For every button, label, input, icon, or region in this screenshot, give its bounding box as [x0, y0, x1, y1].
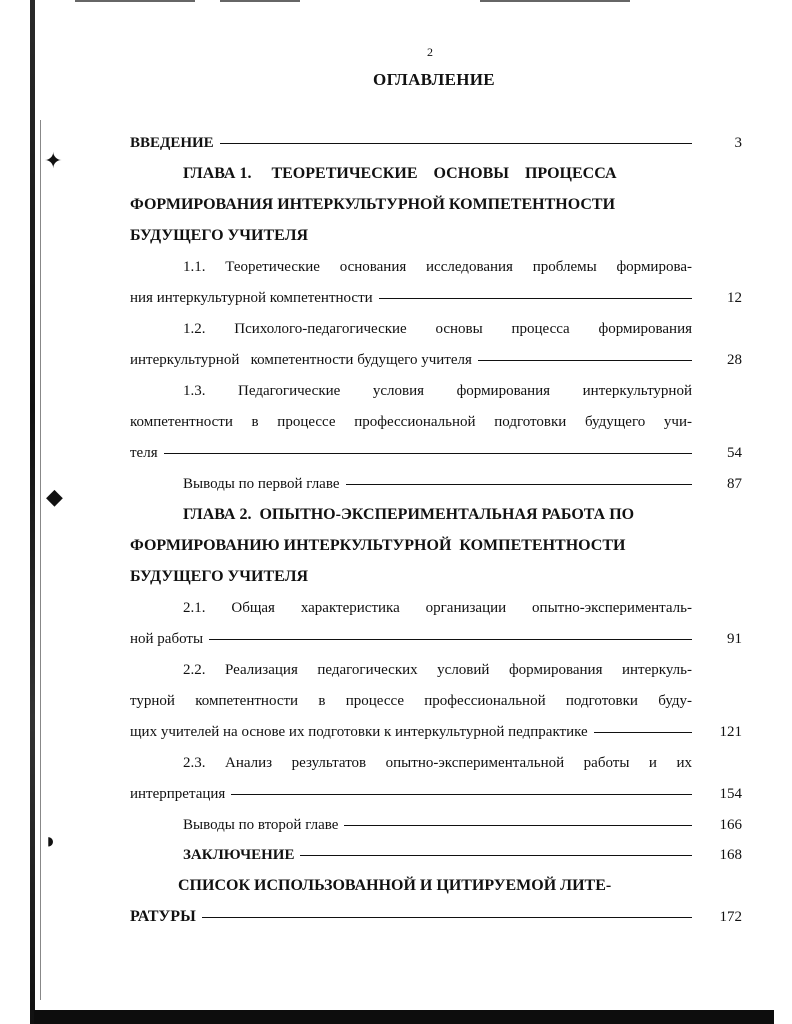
chapter-heading-text: БУДУЩЕГО УЧИТЕЛЯ: [130, 568, 309, 585]
toc-entry-text: 2.1. Общая характеристика организации опытно-эксперименталь-: [183, 600, 692, 616]
chapter-heading-text: БУДУЩЕГО УЧИТЕЛЯ: [130, 227, 309, 244]
toc-entry-1-2[interactable]: [183, 316, 692, 342]
toc-entry-1-3[interactable]: [183, 378, 692, 404]
toc-entry-introduction[interactable]: [130, 130, 692, 156]
toc-title: ОГЛАВЛЕНИЕ: [373, 70, 495, 89]
leader-line: [478, 360, 692, 361]
toc-entry-chapter1-conclusions[interactable]: [183, 471, 692, 497]
toc-entry-2-3: [130, 781, 692, 807]
toc-entry-2-2: [130, 688, 692, 714]
toc-entry-text: ЗАКЛЮЧЕНИЕ: [183, 847, 295, 863]
toc-page-number: 154: [719, 786, 742, 802]
toc-entry-text: щих учителей на основе их подготовки к интеркультурной педпрактике: [130, 724, 588, 740]
chapter-heading-1: [130, 223, 692, 249]
toc-entry-references[interactable]: [178, 873, 692, 899]
toc-entry-text: ной работы: [130, 631, 204, 647]
toc-page-number: 12: [727, 290, 742, 306]
toc-entry-1-1: [130, 285, 692, 311]
scan-edge-top: [220, 0, 300, 2]
toc-entry-conclusion[interactable]: [183, 842, 692, 868]
toc-entry-text: ния интеркультурной компетентности: [130, 290, 373, 306]
leader-line: [300, 855, 692, 856]
toc-entry-text: компетентности в процессе профессиональной подготовки будущего учи-: [130, 414, 692, 430]
toc-page-number: 121: [719, 724, 742, 740]
toc-page-number: 54: [727, 445, 742, 461]
toc-entry-references: [130, 904, 692, 930]
chapter-heading-text: ФОРМИРОВАНИЯ ИНТЕРКУЛЬТУРНОЙ КОМПЕТЕНТНОСТИ: [130, 196, 616, 213]
toc-entry-2-2: [130, 719, 692, 745]
leader-line: [344, 825, 692, 826]
leader-line: [379, 298, 692, 299]
toc-entry-1-3: [130, 440, 692, 466]
toc-entry-2-2[interactable]: [183, 657, 692, 683]
scan-edge-top: [75, 0, 195, 2]
toc-entry-1-3: [130, 409, 692, 435]
leader-line: [164, 453, 692, 454]
chapter-heading-2: [130, 533, 692, 559]
toc-page-number: 28: [727, 352, 742, 368]
scan-mark: ◆: [46, 484, 63, 509]
chapter-heading-2[interactable]: [183, 502, 692, 528]
toc-entry-text: интерпретация: [130, 786, 226, 802]
toc-entry-text: теля: [130, 445, 158, 461]
toc-entry-1-1[interactable]: [183, 254, 692, 280]
toc-entry-text: турной компетентности в процессе профессиональной подготовки буду-: [130, 693, 692, 709]
leader-line: [231, 794, 692, 795]
toc-entry-text: 1.3. Педагогические условия формирования интеркультурной: [183, 383, 692, 399]
scan-mark: ✦: [44, 148, 63, 173]
toc-entry-chapter2-conclusions[interactable]: [183, 812, 692, 838]
toc-entry-2-1[interactable]: [183, 595, 692, 621]
leader-line: [594, 732, 692, 733]
toc-entry-1-2: [130, 347, 692, 373]
toc-page-number: 168: [719, 847, 742, 863]
chapter-heading-text: ГЛАВА 2. ОПЫТНО-ЭКСПЕРИМЕНТАЛЬНАЯ РАБОТА ПО: [183, 506, 635, 523]
toc-entry-text: Выводы по второй главе: [183, 817, 339, 833]
scan-edge-line: [40, 120, 41, 1000]
toc-entry-text: СПИСОК ИСПОЛЬЗОВАННОЙ И ЦИТИРУЕМОЙ ЛИТЕ-: [178, 877, 612, 894]
page-number: 2: [427, 45, 433, 59]
toc-page-number: 87: [727, 476, 742, 492]
scan-edge-top: [480, 0, 630, 2]
chapter-heading-text: ФОРМИРОВАНИЮ ИНТЕРКУЛЬТУРНОЙ КОМПЕТЕНТНОСТИ: [130, 537, 626, 554]
scan-edge-bottom: [34, 1010, 774, 1024]
toc-entry-text: 2.3. Анализ результатов опытно-экспериментальной работы и их: [183, 755, 692, 771]
leader-line: [346, 484, 693, 485]
toc-page-number: 172: [719, 909, 742, 925]
toc-page-number: 166: [719, 817, 742, 833]
toc-entry-text: интеркультурной компетентности будущего учителя: [130, 352, 472, 368]
scan-edge-left: [30, 0, 35, 1024]
toc-entry-text: 1.2. Психолого-педагогические основы процесса формирования: [183, 321, 692, 337]
chapter-heading-text: ГЛАВА 1. ТЕОРЕТИЧЕСКИЕ ОСНОВЫ ПРОЦЕССА: [183, 165, 617, 182]
toc-entry-2-1: [130, 626, 692, 652]
toc-entry-text: Выводы по первой главе: [183, 476, 340, 492]
toc-entry-2-3[interactable]: [183, 750, 692, 776]
toc-entry-text: 2.2. Реализация педагогических условий формирования интеркуль-: [183, 662, 692, 678]
chapter-heading-1[interactable]: [183, 161, 692, 187]
scan-mark: ◗: [44, 828, 58, 853]
toc-page-number: 91: [727, 631, 742, 647]
leader-line: [220, 143, 692, 144]
chapter-heading-2: [130, 564, 692, 590]
toc-entry-text: 1.1. Теоретические основания исследования проблемы формирова-: [183, 259, 692, 275]
leader-line: [202, 917, 692, 918]
toc-entry-text: ВВЕДЕНИЕ: [130, 135, 214, 151]
chapter-heading-1: [130, 192, 692, 218]
leader-line: [209, 639, 692, 640]
toc-page-number: 3: [734, 135, 742, 151]
toc-entry-text: РАТУРЫ: [130, 908, 196, 925]
